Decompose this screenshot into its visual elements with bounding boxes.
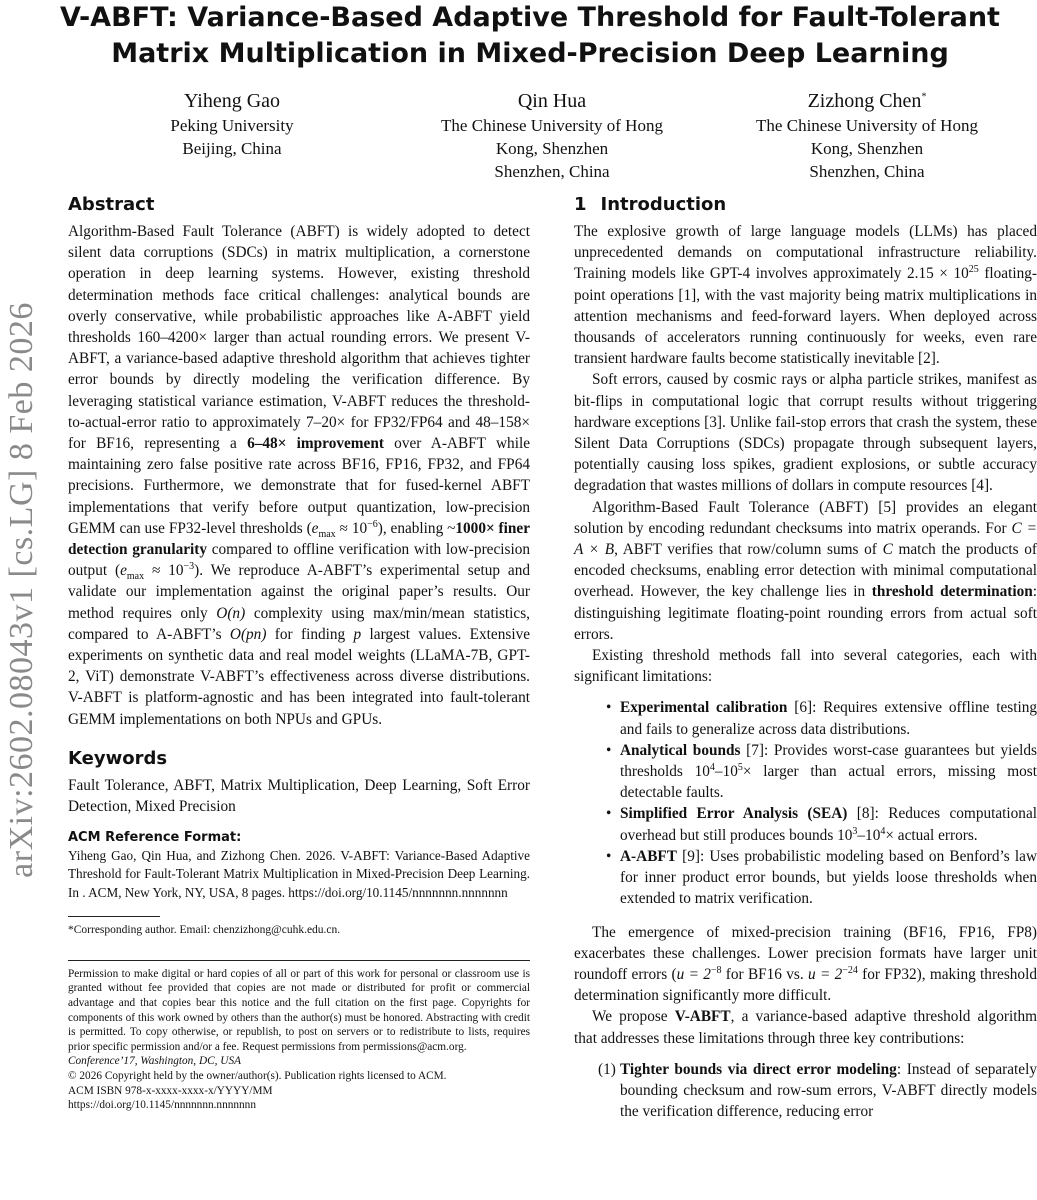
abstract-heading: Abstract (68, 194, 155, 215)
footnote-divider (68, 916, 160, 917)
author-name: Qin Hua (517, 90, 587, 112)
title-line-1: V-ABFT: Variance-Based Adaptive Threshold for Fault-Tolerant (60, 2, 1000, 33)
contributions-list (574, 1059, 1037, 1123)
intro-paragraph-5: The emergence of mixed-precision training (BF16, FP16, FP8) exacerbates these challenges. Lower precision formats have larger unit roundoff errors ($u = 2^{-8}$ for BF16 vs. $u = 2^{-24}$ for FP32), making threshold determination significantly more difficult. (574, 923, 1037, 1005)
keywords-heading: Keywords (68, 747, 168, 769)
author-affiliation: The Chinese University of Hong (756, 116, 978, 135)
intro-paragraph-2: Soft errors, caused by cosmic rays or alpha particle strikes, manifest as bit-flips in computational logic that corrupt results without triggering hardware exceptions [3]. Unlike fail-stop errors that crash the system, these Silent Data Corruptions (SDCs) propagate through subsequent layers, potentially causing loss spikes, gradient explosions, or subtle accuracy degradation that wastes millions of dollars in compute resources [4]. (574, 371, 1037, 495)
intro-paragraph-1: The explosive growth of large language models (LLMs) has placed unprecedented demands on computational infrastructure reliability. Training models like GPT-4 involves approximately $2.15 \times 10^{25}$ floating-point operations [1], with the vast majority being matrix multiplications in attention mechanisms and feed-forward layers. When deployed across thousands of accelerators running continuously for weeks, even rare transient hardware faults become statistically inevitable [2]. (574, 223, 1037, 368)
left-column (68, 192, 530, 1113)
list-item: • Simplified Error Analysis (SEA) [8]: Reduces computational overhead but still produces bounds $10^3-10^4\times$ actual errors. (606, 805, 1037, 844)
author-affiliation: Peking University (170, 116, 294, 135)
author-affiliation-cont: Kong, Shenzhen (495, 139, 609, 158)
arxiv-stamp (0, 230, 44, 950)
author-location: Shenzhen, China (494, 162, 610, 181)
corresponding-marker: * (921, 91, 927, 103)
arxiv-stamp-text: arXiv:2602.08043v1 [cs.LG] 8 Feb 2026 (3, 302, 40, 878)
title-line-2: Matrix Multiplication in Mixed-Precision Deep Learning (111, 38, 949, 69)
permission-notice: Permission to make digital or hard copies of all or part of this work for personal or classroom use is granted without fee provided that copies are not made or distributed for profit or commercial advantage and that copies bear this notice and the full citation on the first page. Copyrights for components of this work owned by others than the author(s) must be honored. Abstracting with credit is permitted. To copy otherwise, or republish, to post on servers or to redistribute to lists, requires prior specific permission and/or a fee. Request permissions from permissions@acm.org. (68, 967, 530, 1053)
threshold-methods-list (574, 697, 1037, 909)
list-item: • Analytical bounds [7]: Provides worst-case guarantees but yields thresholds $10^4-10^5\times$ larger than actual errors, missing most detectable faults. (606, 741, 1037, 802)
acm-reference-text: Yiheng Gao, Qin Hua, and Zizhong Chen. 2026. V-ABFT: Variance-Based Adaptive Threshold for Fault-Tolerant Matrix Multiplication in Mixed-Precision Deep Learning. In . ACM, New York, NY, USA, 8 pages. https://doi.org/10.1145/nnnnnnn.nnnnnnn (68, 848, 530, 900)
author-location: Shenzhen, China (809, 162, 925, 181)
acm-reference-heading: ACM Reference Format: (68, 830, 242, 846)
author-affiliation-cont: Kong, Shenzhen (810, 139, 924, 158)
author-3 (737, 88, 997, 183)
author-name: Yiheng Gao (183, 90, 281, 112)
keywords-text: Fault Tolerance, ABFT, Matrix Multiplication, Deep Learning, Soft Error Detection, Mixed Precision (68, 776, 530, 816)
right-column (574, 192, 1037, 1122)
author-2 (422, 88, 682, 183)
list-item: (1) Tighter bounds via direct error modeling: Instead of separately bounding checksum and row-sum errors, V-ABFT directly models the verification difference, reducing error (598, 1060, 1037, 1121)
intro-paragraph-3: Algorithm-Based Fault Tolerance (ABFT) [5] provides an elegant solution by encoding redundant checksums into matrix operands. For C = A × B, ABFT verifies that row/column sums of C match the products of encoded checksums, enabling error detection with minimal computational overhead. However, the key challenge lies in threshold determination: distinguishing legitimate floating-point rounding errors from actual soft errors. (574, 498, 1037, 643)
conference-info: Conference’17, Washington, DC, USA (68, 1055, 241, 1068)
permission-divider (68, 960, 530, 961)
corresponding-author-footnote: *Corresponding author. Email: chenzizhong@cuhk.edu.cn. (68, 923, 341, 936)
author-1 (107, 88, 357, 160)
author-affiliation: The Chinese University of Hong (441, 116, 663, 135)
intro-paragraph-4: Existing threshold methods fall into several categories, each with significant limitations: (574, 647, 1037, 686)
introduction-heading: 1 Introduction (574, 194, 727, 215)
paper-title (50, 0, 1010, 72)
abstract-text: Algorithm-Based Fault Tolerance (ABFT) is widely adopted to detect silent data corruptions (SDCs) in matrix multiplication, a cornerstone operation in deep learning systems. However, existing threshold determination methods face critical challenges: analytical bounds are overly conservative, while probabilistic approaches like A-ABFT yield thresholds 160–4200× larger than actual rounding errors. We present V-ABFT, a variance-based adaptive threshold algorithm that achieves tighter error bounds by directly modeling the verification difference. By leveraging statistical variance estimation, V-ABFT reduces the threshold-to-actual-error ratio to approximately 7–20× for FP32/FP64 and 48–158× for BF16, representing a 6–48× improvement over A-ABFT while maintaining zero false positive rate across BF16, FP16, FP32, and FP64 precisions. Furthermore, we demonstrate that for fused-kernel ABFT implementations that verify before output quantization, low-precision GEMM can use FP32-level thresholds $(e_{max} \approx 10^{-6})$, enabling ~1000× finer detection granularity compared to offline verification with low-precision output $(e_{max} \approx 10^{-3})$. We reproduce A-ABFT’s experimental setup and validate our implementation against the original paper’s results. Our method requires only O(n) complexity using max/min/mean statistics, compared to A-ABFT’s O(pn) for finding p largest values. Extensive experiments on synthetic data and real model weights (LLaMA-7B, GPT-2, ViT) demonstrate V-ABFT’s effectiveness across diverse distributions. V-ABFT is platform-agnostic and has been integrated into fault-tolerant GEMM implementations on both NPUs and GPUs. (68, 223, 531, 728)
list-item: • A-ABFT [9]: Uses probabilistic modeling based on Benford’s law for inner product error bounds, but yields loose thresholds when extended to matrix verification. (606, 847, 1037, 908)
list-item: • Experimental calibration [6]: Requires extensive offline testing and fails to generalize across data distributions. (606, 699, 1037, 738)
author-location: Beijing, China (182, 139, 282, 158)
intro-paragraph-6: We propose V-ABFT, a variance-based adaptive threshold algorithm that addresses these limitations through three key contributions: (574, 1008, 1037, 1047)
author-block (50, 88, 1030, 188)
copyright-notice: © 2026 Copyright held by the owner/author(s). Publication rights licensed to ACM. (68, 1070, 447, 1083)
isbn: ACM ISBN 978-x-xxxx-xxxx-x/YYYY/MM (68, 1084, 273, 1097)
doi-link[interactable]: https://doi.org/10.1145/nnnnnnn.nnnnnnn (68, 1099, 256, 1112)
author-name: Zizhong Chen* (807, 90, 927, 112)
